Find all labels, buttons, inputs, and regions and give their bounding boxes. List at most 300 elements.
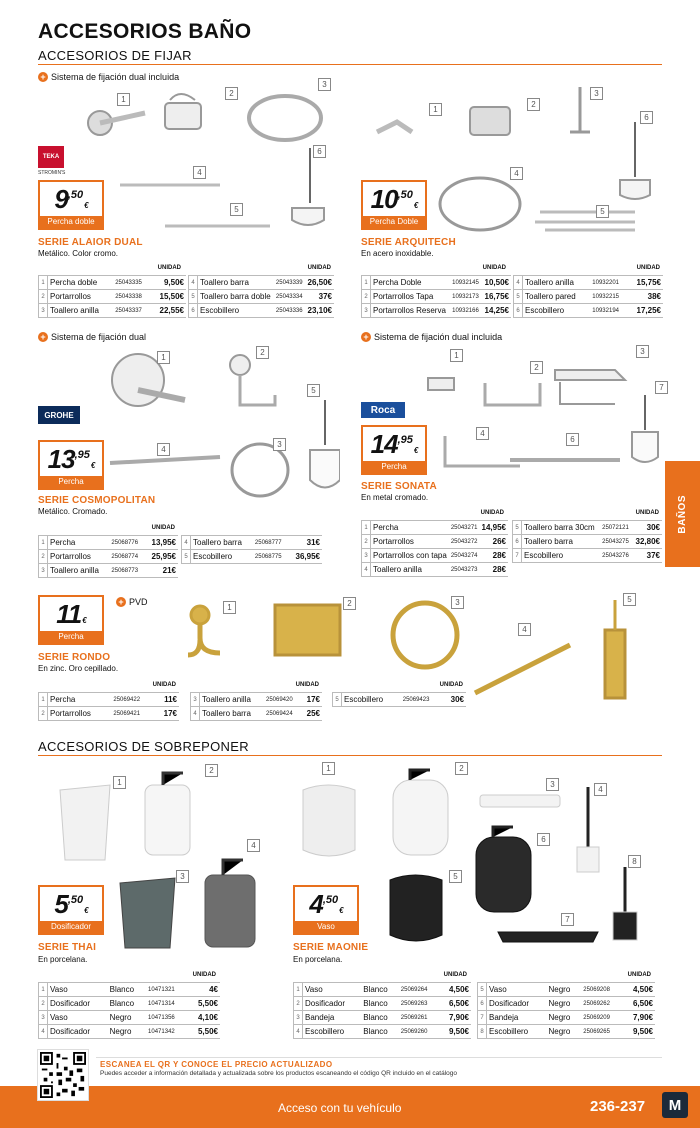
unit-header: UNIDAD [152,682,176,688]
brand-logo-teka: TEKA [38,146,64,168]
unit-header: UNIDAD [482,265,506,271]
table-row [514,304,664,318]
table-cell: Percha [371,521,449,535]
table-cell: 25069421 [111,707,154,721]
table-cell: Negro [546,983,581,997]
table-cell: Escobillero [342,693,401,707]
price-table [513,275,663,318]
table-cell: 25043274 [449,549,480,563]
table-cell: 5 [514,290,523,304]
table-row [294,1011,472,1025]
item-number-label: 1 [322,762,335,775]
table-row [362,563,509,577]
table-cell: Toallero anilla [371,563,449,577]
table-row [478,983,656,997]
qr-text: Puedes acceder a información detallada y actualizada sobre los productos escaneando el código QR incluido en el catálogo [100,1070,458,1077]
item-number-label: 1 [117,93,130,106]
item-number-label: 3 [318,78,331,91]
table-cell: Escobillero [198,304,274,318]
price-badge: 5 ,50 € Dosificador [38,885,104,935]
table-row [39,1025,221,1039]
table-row [362,535,509,549]
item-number-label: 1 [223,601,236,614]
table-cell: 25043336 [274,304,305,318]
table-cell: 10932173 [450,290,482,304]
table-cell: 6,50€ [439,997,471,1011]
table-cell: 1 [294,983,303,997]
table-cell: 9,50€ [623,1025,655,1039]
table-cell: 3 [39,1011,48,1025]
table-cell: 14,95€ [480,521,508,535]
table-cell: 5 [478,983,487,997]
table-cell: 2 [39,290,48,304]
table-cell: 6 [514,304,523,318]
table-row [294,997,472,1011]
qr-title: ESCANEA EL QR Y CONOCE EL PRECIO ACTUALIZADO [100,1060,333,1069]
table-cell: Vaso [48,983,108,997]
table-cell: 10471356 [146,1011,187,1025]
table-cell: 32,80€ [632,535,662,549]
table-cell: 4 [189,276,198,290]
page-numbers: 236-237 [590,1098,646,1115]
table-cell: 6 [513,535,522,549]
table-cell: 7 [478,1011,487,1025]
table-cell: Portarrollos Reserva [371,304,451,318]
table-cell: 31€ [289,536,322,550]
table-cell: 3 [294,1011,303,1025]
table-cell: Dosificador [48,1025,108,1039]
table-cell: 38€ [628,290,663,304]
table-cell: 25€ [301,707,322,721]
price-table [477,982,655,1039]
price-table [293,982,471,1039]
table-cell: 21€ [145,564,178,578]
table-row [39,550,179,564]
item-number-label: 2 [527,98,540,111]
item-number-label: 2 [256,346,269,359]
price-table [332,692,466,707]
unit-header: UNIDAD [307,265,331,271]
table-cell: 25043338 [113,290,151,304]
table-cell: 25069261 [399,1011,440,1025]
item-number-label: 6 [640,111,653,124]
price-table [181,535,322,564]
table-cell: 25,95€ [145,550,178,564]
table-row [514,276,664,290]
table-cell: 5 [189,290,198,304]
table-row [39,276,187,290]
table-row [189,290,335,304]
table-cell: 25043271 [449,521,480,535]
series-title: SERIE RONDO [38,652,111,663]
table-cell: Escobillero [191,550,253,564]
table-cell: 7,90€ [623,1011,655,1025]
table-cell: 28€ [480,549,508,563]
item-number-label: 3 [451,596,464,609]
table-cell: Portarrollos [371,535,449,549]
table-cell: 7 [513,549,522,563]
table-cell: Dosificador [48,997,108,1011]
table-cell: 2 [39,550,48,564]
table-cell: 8 [478,1025,487,1039]
table-cell: Blanco [361,983,399,997]
item-number-label: 5 [230,203,243,216]
series-desc: Metálico. Color cromo. [38,249,119,258]
table-cell: 3 [39,304,48,318]
table-row [39,536,179,550]
item-number-label: 2 [225,87,238,100]
table-cell: 25043272 [449,535,480,549]
price-badge: 4 ,50 € Vaso [293,885,359,935]
table-cell: 30€ [442,693,466,707]
table-cell: 25043334 [274,290,305,304]
table-cell: Portarrollos con tapa [371,549,449,563]
price-table [512,520,662,563]
table-cell: Percha doble [48,276,114,290]
unit-header: UNIDAD [157,265,181,271]
table-cell: 5 [333,693,342,707]
item-number-label: 4 [157,443,170,456]
table-cell: Portarrollos [48,290,114,304]
plus-icon: + [38,72,48,82]
table-cell: Portarrollos [48,550,110,564]
section-title-sobreponer: ACCESORIOS DE SOBREPONER [38,739,249,754]
table-cell: 25069420 [264,693,301,707]
table-cell: 10471314 [146,997,187,1011]
brand-sub: STROMIN'S [38,170,66,176]
unit-header: UNIDAD [480,510,504,516]
item-number-label: 6 [566,433,579,446]
table-cell: 1 [39,536,48,550]
table-row [191,707,323,721]
table-cell: 17,25€ [628,304,663,318]
table-row [333,693,467,707]
table-row [478,1011,656,1025]
brand-logo-roca: Roca [361,402,405,418]
table-cell: Bandeja [487,1011,547,1025]
divider [38,64,662,65]
price-table [361,275,511,318]
table-row [189,304,335,318]
table-cell: 4,50€ [623,983,655,997]
item-number-label: 3 [590,87,603,100]
table-cell: 25072121 [600,521,632,535]
table-cell: 3 [362,549,371,563]
table-cell: 10471321 [146,983,187,997]
item-number-label: 1 [113,776,126,789]
table-row [513,521,663,535]
table-cell: Blanco [361,1025,399,1039]
table-cell: 2 [39,707,48,721]
table-cell: 3 [39,564,48,578]
page-title: ACCESORIOS BAÑO [38,20,252,43]
price-table [38,692,179,721]
table-cell: Toallero anilla [523,276,591,290]
table-row [513,535,663,549]
table-cell: Toallero barra [191,536,253,550]
table-cell: Escobillero [487,1025,547,1039]
unit-header: UNIDAD [636,265,660,271]
series-title: SERIE ARQUITECH [361,237,456,248]
price-table [361,520,508,577]
table-cell: Toallero barra 30cm [522,521,601,535]
table-cell: Dosificador [487,997,547,1011]
table-cell: 6 [478,997,487,1011]
table-row [39,983,221,997]
table-cell: 30€ [632,521,662,535]
table-row [39,693,180,707]
table-cell: Blanco [361,1011,399,1025]
table-cell: 4 [191,707,200,721]
section-title-fijar: ACCESORIOS DE FIJAR [38,48,192,63]
qr-code-icon[interactable] [38,1050,88,1100]
table-cell: 4 [514,276,523,290]
series-title: SERIE COSMOPOLITAN [38,495,156,506]
table-cell: Toallero anilla [200,693,264,707]
table-row [478,997,656,1011]
table-cell: Negro [108,1025,146,1039]
table-cell: 14,25€ [482,304,511,318]
table-cell: 10932145 [450,276,482,290]
divider [38,755,662,756]
table-cell: Blanco [108,997,146,1011]
table-cell: 10932194 [590,304,628,318]
table-cell: 25043335 [113,276,151,290]
table-cell: 6 [189,304,198,318]
table-cell: Portarrollos [48,707,112,721]
table-row [39,1011,221,1025]
table-cell: Percha Doble [371,276,451,290]
table-row [191,693,323,707]
table-cell: Escobillero [522,549,601,563]
item-number-label: 2 [455,762,468,775]
table-cell: 4 [362,563,371,577]
table-cell: 13,95€ [145,536,178,550]
table-cell: Vaso [487,983,547,997]
table-cell: Negro [546,997,581,1011]
table-cell: 4,50€ [439,983,471,997]
unit-header: UNIDAD [192,972,216,978]
table-row [478,1025,656,1039]
table-cell: Negro [546,1011,581,1025]
plus-icon: + [38,332,48,342]
table-cell: 5,50€ [188,997,221,1011]
table-cell: 4,10€ [188,1011,221,1025]
brand-logo-grohe: GROHE [38,406,80,424]
table-cell: 10471342 [146,1025,187,1039]
cosmopolitan-products-image [100,345,340,500]
table-cell: 4€ [188,983,221,997]
table-cell: 26€ [480,535,508,549]
table-cell: 26,50€ [305,276,334,290]
item-number-label: 4 [193,166,206,179]
table-row [294,983,472,997]
table-row [182,550,323,564]
table-row [362,549,509,563]
table-cell: 4 [39,1025,48,1039]
table-cell: 10932201 [590,276,628,290]
table-cell: Toallero barra [198,276,274,290]
table-cell: 9,50€ [439,1025,471,1039]
unit-header: UNIDAD [151,525,175,531]
brand-logo[interactable]: M [662,1092,688,1118]
table-cell: 25069423 [401,693,443,707]
price-badge: 11 € Percha [38,595,104,645]
table-cell: 25068777 [253,536,289,550]
table-cell: Negro [108,1011,146,1025]
table-cell: 36,95€ [289,550,322,564]
item-number-label: 7 [655,381,668,394]
item-number-label: 3 [546,778,559,791]
item-number-label: 8 [628,855,641,868]
table-cell: 15,50€ [151,290,186,304]
table-row [39,707,180,721]
table-cell: Percha [48,693,112,707]
table-row [362,276,512,290]
alaior-products-image [70,78,355,238]
series-desc: En acero inoxidable. [361,249,434,258]
footer-tagline: Acceso con tu vehículo [278,1101,402,1115]
table-cell: 25069264 [399,983,440,997]
item-number-label: 2 [343,597,356,610]
table-cell: 7,90€ [439,1011,471,1025]
price-table [38,275,186,318]
table-cell: 25069265 [581,1025,622,1039]
table-cell: Toallero barra doble [198,290,274,304]
table-cell: 25043275 [600,535,632,549]
table-row [39,304,187,318]
table-cell: 17€ [301,693,322,707]
table-cell: 25043273 [449,563,480,577]
table-cell: 25068775 [253,550,289,564]
table-cell: 25043276 [600,549,632,563]
table-cell: Percha [48,536,110,550]
table-cell: Blanco [108,983,146,997]
unit-header: UNIDAD [443,972,467,978]
table-cell: 10932166 [450,304,482,318]
item-number-label: 4 [476,427,489,440]
table-cell: 25068774 [109,550,145,564]
series-title: SERIE SONATA [361,481,437,492]
table-cell: Toallero anilla [48,564,110,578]
table-row [362,290,512,304]
price-badge: 14 ,95 € Percha [361,425,427,475]
table-cell: 25069208 [581,983,622,997]
item-number-label: 4 [518,623,531,636]
unit-header: UNIDAD [295,682,319,688]
table-cell: 1 [362,276,371,290]
table-cell: 2 [362,290,371,304]
table-row [39,290,187,304]
table-row [189,276,335,290]
item-number-label: 3 [273,438,286,451]
item-number-label: 4 [594,783,607,796]
table-cell: 1 [39,983,48,997]
item-number-label: 6 [313,145,326,158]
unit-header: UNIDAD [635,510,659,516]
item-number-label: 1 [157,351,170,364]
series-desc: En metal cromado. [361,493,429,502]
table-cell: 1 [39,276,48,290]
item-number-label: 3 [176,870,189,883]
table-cell: Dosificador [303,997,362,1011]
item-number-label: 5 [596,205,609,218]
table-row [39,564,179,578]
table-cell: 2 [294,997,303,1011]
table-cell: 25043337 [113,304,151,318]
table-cell: 25069260 [399,1025,440,1039]
table-cell: Toallero barra [522,535,601,549]
feature-note: + PVD [116,597,148,607]
feature-note: + Sistema de fijación dual incluida [361,332,502,342]
table-cell: 25069424 [264,707,301,721]
table-row [39,997,221,1011]
unit-header: UNIDAD [439,682,463,688]
table-cell: 25068773 [109,564,145,578]
table-row [362,521,509,535]
table-cell: 2 [362,535,371,549]
table-cell: 4 [294,1025,303,1039]
table-cell: 5 [513,521,522,535]
table-cell: 25068776 [109,536,145,550]
table-cell: Escobillero [523,304,591,318]
table-cell: 10,50€ [482,276,511,290]
table-cell: 1 [39,693,48,707]
item-number-label: 1 [429,103,442,116]
divider [96,1057,662,1058]
table-cell: Toallero pared [523,290,591,304]
feature-note: + Sistema de fijación dual [38,332,146,342]
table-cell: 3 [362,304,371,318]
table-cell: 16,75€ [482,290,511,304]
unit-header: UNIDAD [627,972,651,978]
table-cell: 4 [182,536,191,550]
series-desc: Metálico. Cromado. [38,507,108,516]
section-side-tab[interactable]: BAÑOS [665,461,700,567]
price-table [188,275,334,318]
table-cell: 3 [191,693,200,707]
series-title: SERIE THAI [38,942,97,953]
table-cell: 2 [39,997,48,1011]
table-cell: Blanco [361,997,399,1011]
table-cell: Vaso [303,983,362,997]
price-table [38,982,220,1039]
series-desc: En zinc. Oro cepillado. [38,664,119,673]
table-cell: 6,50€ [623,997,655,1011]
table-cell: 37€ [632,549,662,563]
table-cell: Portarrollos Tapa [371,290,451,304]
table-cell: 25069209 [581,1011,622,1025]
price-badge: 9 ,50 € Percha doble [38,180,104,230]
item-number-label: 4 [247,839,260,852]
table-cell: 28€ [480,563,508,577]
item-number-label: 7 [561,913,574,926]
table-cell: 10932215 [590,290,628,304]
table-cell: 5,50€ [188,1025,221,1039]
table-row [294,1025,472,1039]
table-row [513,549,663,563]
table-cell: 15,75€ [628,276,663,290]
table-cell: Bandeja [303,1011,362,1025]
table-cell: Vaso [48,1011,108,1025]
item-number-label: 5 [623,593,636,606]
table-cell: 25069263 [399,997,440,1011]
item-number-label: 5 [449,870,462,883]
series-desc: En porcelana. [293,955,343,964]
item-number-label: 3 [636,345,649,358]
table-cell: Toallero anilla [48,304,114,318]
table-cell: 11€ [155,693,179,707]
